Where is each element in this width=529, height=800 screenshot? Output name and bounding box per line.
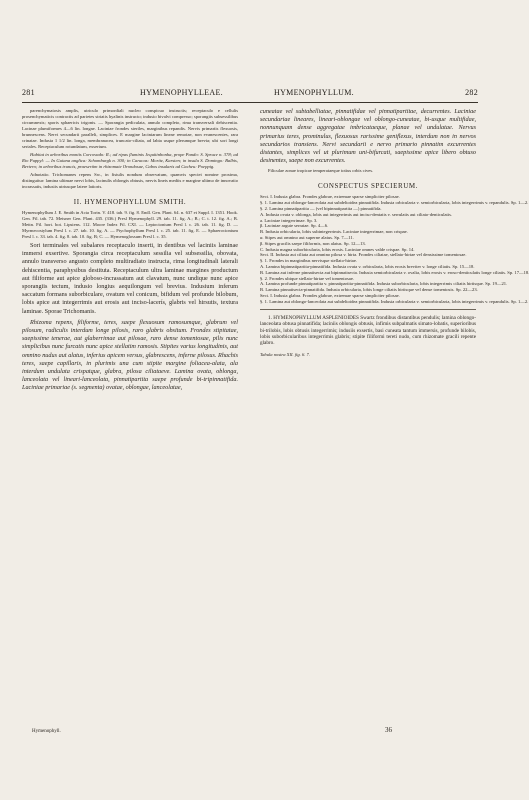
conspectus-list (260, 194, 529, 304)
conspectus-line: B. Indusia orbicularia, lobis subintegerrimis. Laciniae integerrimae, non crispae. (260, 229, 408, 235)
header-rule (22, 102, 478, 103)
conspectus-line: α. Stipes aut omnino aut superne alatus. Sp. 7—11. (260, 235, 354, 240)
main-paragraph-1: Sori terminales vel subalares receptaculo inserti, in dentibus vel laciniis laminae immersi exsertive. Sporangia circa receptaculum sessilia vel subsessilia, obovata, annulo transverso angusto completo multiradiato instructa, rima longitudinali laterali dehiscentia, paraphysibus destituta. Receptaculum ultra laminae margines productum aut filiforme aut apice globoso-incrassatum aut clavatum, nunc undique nunc apice sporangiis tectum, indusio longius aequilongum vel brevius. Indusium inferum saccatum formans suborbiculare, ovatum vel conicum, bifidum vel profunde bilobum, lobis apice aut integerrimis aut erosis aut inciso-lacerís, glabris vel hirsutis, textura laminae. Sporae Trichomanis. (22, 242, 238, 315)
tabula-reference: Tabula nostra XII. fig. 6. 7. (260, 351, 310, 357)
conspectus-line: β. Laciniae argute serratae. Sp. 4—6. (260, 223, 329, 229)
running-title-left: HYMENOPHYLLEAE. (140, 88, 223, 97)
separator (260, 309, 476, 310)
right-intro: cuneatae vel subtabelliatae, pinnatifidae vel pinnatipartitae, decurrentes. Laciniae secundariae lineares, lineari-oblongae vel oblongo-cuneatae, bi-usque multifidae, nonnunquam dense aggregatae imbricataeque, planae vel undulatae. Nervus primarius teres, prominulus, flexuosus rarissime geniflexus, interdum non in nervos secundarios transiens. Nervi secundarii e nervo primario pinnatim excurrentes distantes, simplices vel ut plurimum uni-bifurcati, saepissime apice libero obtuso desinentes, saepe non excurrentes. (260, 108, 476, 165)
footer-number: 36 (385, 726, 392, 734)
conspectus-line: a. Laciniae integerrimae. Sp. 3. (260, 217, 318, 223)
conspectus-line: A. Indusia ovata v. oblonga, lobis aut integerrimis aut inciso-dentatis v. serrulatis aut ciliato-denticulatis. (260, 211, 453, 217)
conspectus-line: A. Lamina bipinnatipartita-pinnatifida. Indusia ovata v. orbicularia, lobis erosis breviter v. longe ciliatis. Sp. 15—18. (260, 263, 475, 269)
footer-signature: Hymenophyll. (32, 729, 61, 734)
conspectus-line: B. Lamina aut inferne pinnatisecta aut bipinnatisecta. Indusia semiorbicularia v. ovalia, lobis erosis v. eroso-denticulatis longe ciliatis. Sp. 17—18. (260, 269, 529, 275)
intro-paragraph-2: Habitat in arboribus montis Corcovado: R.; ad ripas fluminis Jequitinhonha, prope Pando: S. Spruce n. 378; ad Rio Puppyl: — In Guiana anglica: Schomburgk n. 300; in Caracas: Moritz, Karsten; in insula S. Domingo: Balbis, Bertero; in arboribus truncis, praesertim in rhizomate Orondosae, Cabos insularis ad Cacheu: Poeppig. (22, 152, 238, 169)
conspectus-line: §. 1. Lamina aut oblongo-lanceolata aut subdeltoidea pinnatifida. Indusia orbicularia v. semiorbicularia, lobis integerrimis v. repandulis. Sp. 1—2. (260, 298, 529, 304)
section-heading: II. HYMENOPHYLLUM SMITH. (73, 198, 187, 206)
conspectus-line: C. Indusia magna suborbicularia, lobis erosis. Laciniae omnes valde crispae. Sp. 14. (260, 246, 415, 252)
conspectus-line: §. 2. Lamina pinnatipartita — (vel bipinnatipartita —) pinnatifida. (260, 206, 382, 212)
conspectus-line: §. 2. Frondes ubique stellato-hirtae vel tomentosae. (260, 275, 355, 281)
intro-paragraph-1: parenchymatosis amplis, utriculo primordiali nucleo conspicuo instructis; receptaculo e cellulis prosenchymaticis contractis ad parietes striatis hyalinis instructo; indusio bivalvi compresso; sporangiis subsessilibus circumnexis; sporis sphaericis trigonis. — Sporangia pediculata, annulo completo, rima transversali dehiscentia. Lacinae plumiformes 4—6 lin. longae. Laciniae frondes steriles, marginibus repandis. Nervis primariis flexuosis, brunnescens. Nervi secundarii paralleli, simplices. E margine laciniarum lineae remotae, non evanescentes, rara crinatae. Indusia 1 1/2 lin. longa, membranacea, truncato-ciliata, ad labia usque plerumque brevia; ubi sori longi seriales. Receptaculum rotundatum, exsertum. (22, 108, 238, 149)
conspectus-line: β. Stipes gracilis saepe filiformis, non alatus. Sp. 12—13. (260, 240, 366, 246)
conspectus-line: A. Lamina profunde pinnatipartita v. pinnatipartita-pinnatifida. Indusia suborbicularia, lobis integerrimis ciliatis hirtisque. Sp. 19—21. (260, 281, 508, 287)
synonymy: Hymenophyllum J. E. Smith in Acta Torin. V. 418. tab. 9. fig. 8. Endl. Gen. Plant. 64. n. 637 et Suppl. I. 1351. Hook. Gen. Fil. tab. 72. Meisner Gen. Plant. 435. (336.) Presl Hymenophyll. 29. tab. 11. fig. A.; B.; C. t. 12. fig. A.; B. Mettn. Fil. hort. bot. Lipsiens. 112. Moore Index Fil. CXI. — Leptocionium Presl l. c. 26. tab. 11. fig. D. — Myrmecostylum Presl l. c. 27. tab. 10. fig. A. — Ptychophyllum Presl l. c. 25. tab. 11. fig. E. — Sphaerocionium Presl l. c. 33. tab. 4. fig. 8. tab. 10. fig. B; C. — Hymenoglossum Presl l. c. 35. (22, 210, 238, 239)
conspectus-line: Sect. I. Indusia glabra. Frondes glabrae, extremae sparse simpliciter pilosae. (260, 292, 400, 298)
intro-paragraph-3: Adnotatio. Trichomanes repens Sw., in fistulis nondum observatum, quamvis speciei nomine proxima, distinguitur: lamina ultimae nervi lobis, lacinulis oblongis obtusis, nervis lineis mediis e margine ultimo de innovatio incrassatis, indusiis utriusque latere latioris. (22, 172, 238, 189)
filiculae-note: Filiculae zonae tropicae temperataeque totius orbis cives. (268, 168, 374, 174)
conspectus-heading: CONSPECTUS SPECIERUM. (317, 182, 419, 191)
right-column (260, 108, 529, 728)
conspectus-line: Sect. II. Indusia aut ciliata aut omnino pilosa v. hirta. Frondes ciliatae, stellato-hirtae vel densissime tomentosae. (260, 252, 467, 258)
page-number-right: 282 (465, 88, 478, 97)
conspectus-line: §. 1. Lamina aut oblongo-lanceolata aut subdeltoidea pinnatifida. Indusia orbicularia v. semiorbicularia, lobis integerrimis v. repandulis. Sp. 1—2. (260, 200, 529, 206)
species-description: 1. HYMENOPHYLLUM ASPLENIOIDES Swartz frondibus distantibus pendulis; lamina oblongo-lanceolata obtusa pinnatifida; laciniis oblongis obtusis, infimis subpalmatis simato-lobatis, superioribus bi-trilobis, lobis obtusis integerrimis; indusiis exsertis, basi cuneata tantum immersis, profunde bilobis, lobis suborbicularibus integerrimis glabris; stipite filiformi tereti nudo, cum rhizomate gracili repente glabro. (260, 314, 476, 347)
main-paragraph-2: Rhizoma repens, filiforme, teres, saepe flexuosum ramosumque, glabrum vel pilosum, radiculis interdum longe pilosis, raro glabris obsitum. Frondes stipitatae, saepissime tenerae, aut glaberrimae aut pilosae, raro dense tomentosae, pilis nunc simplicibus nunc furcatis nunc apice stellatim ramosis. Stipites varius longitudinis, aut omnino nudus aut alatus, inferius apicem versus, glabrescens, inferne pilosus. Rhachis teres, saepe capillaris, in plurimis una cum stipite margine foliacea-alata, ala interdum undulata crispatque, glabra, pilosa ciliataeve. Lamina ovata, oblonga, lanceolata vel lineari-lanceolata, pinnatipartita saepe profunde bi-tripinnatifida. Laciniae primariae (s. segmenta) ovatae, oblongae, lanceolatae, (22, 318, 238, 392)
conspectus-line: B. Lamina pinnatisecta-pinnatifida. Indusia orbicularia, lobis longe ciliatis hirtisque vel dense tomentosis. Sp. 22—23. (260, 287, 478, 293)
conspectus-line: §. 1. Frondes in marginibus nervisque stellato-hirtae. (260, 258, 358, 264)
running-title-right: HYMENOPHYLLUM. (274, 88, 354, 97)
conspectus-line: Sect. I. Indusia glabra. Frondes glabrae, extremae sparse simpliciter pilosae. (260, 194, 400, 200)
page-header (22, 88, 478, 102)
left-column (22, 108, 238, 728)
page-number-left: 281 (22, 88, 35, 97)
